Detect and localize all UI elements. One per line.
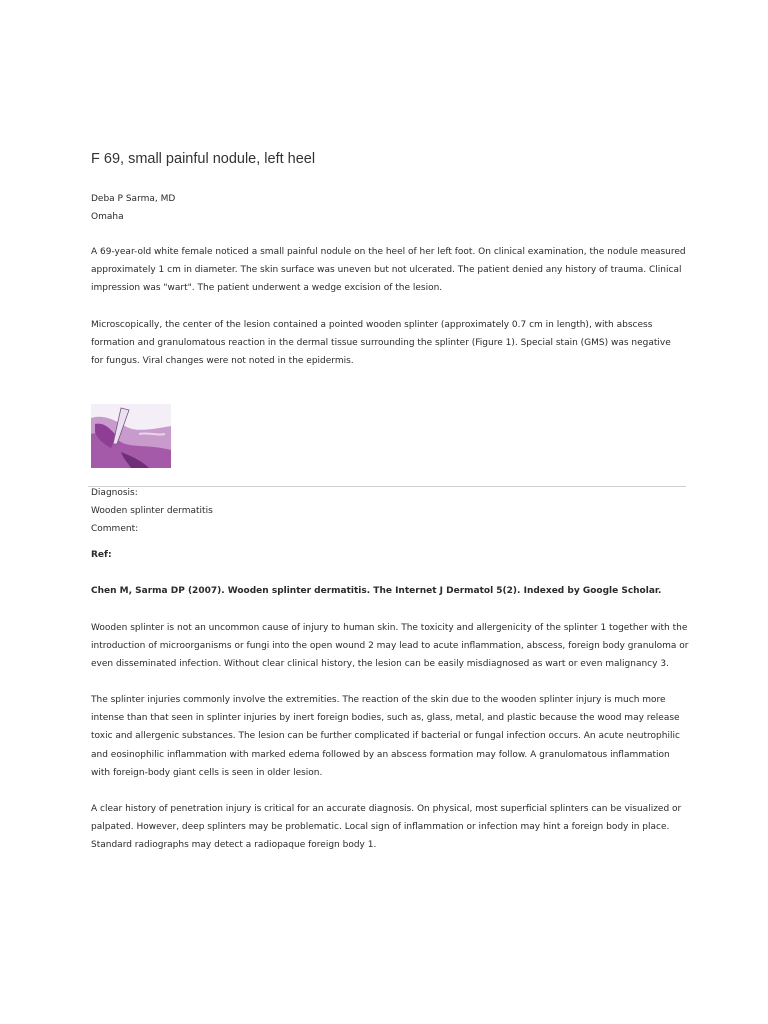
text-line: even disseminated infection. Without clear clinical history, the lesion can be easily misdiagnosed as wart or even malignancy 3. <box>91 659 669 670</box>
text-line: introduction of microorganisms or fungi into the open wound 2 may lead to acute inflammation, abscess, foreign body granuloma or <box>91 641 689 652</box>
discussion-paragraph-2 <box>91 691 691 782</box>
text-line: for fungus. Viral changes were not noted in the epidermis. <box>91 356 354 367</box>
text-line: Wooden splinter is not an uncommon cause of injury to human skin. The toxicity and allergenicity of the splinter 1 together with the <box>91 623 688 633</box>
text-line: and eosinophilic inflammation with marked edema followed by an abscess formation may follow. A granulomatous inflammation <box>91 749 670 760</box>
author-name: Deba P Sarma, MD <box>91 194 176 204</box>
text-line: A clear history of penetration injury is critical for an accurate diagnosis. On physical, most superficial splinters can be visualized or <box>91 804 682 814</box>
discussion-paragraph-1 <box>91 619 691 674</box>
diagnosis-label: Diagnosis: <box>91 488 138 498</box>
text-line: intense than that seen in splinter injuries by inert foreign bodies, such as, glass, metal, and plastic because the wood may release <box>91 713 680 724</box>
histology-figure-thumbnail[interactable] <box>91 404 171 468</box>
text-line: impression was "wart". The patient underwent a wedge excision of the lesion. <box>91 283 443 294</box>
text-line: palpated. However, deep splinters may be problematic. Local sign of inflammation or infection may hint a foreign body in place. <box>91 822 670 833</box>
page-title: F 69, small painful nodule, left heel <box>91 151 316 167</box>
text-line: formation and granulomatous reaction in the dermal tissue surrounding the splinter (Figure 1). Special stain (GMS) was negative <box>91 338 671 349</box>
microscopy-paragraph <box>91 316 691 371</box>
author-location: Omaha <box>91 212 124 222</box>
reference-label: Ref: <box>91 550 112 560</box>
text-line: Standard radiographs may detect a radiopaque foreign body 1. <box>91 840 377 851</box>
text-line: Microscopically, the center of the lesion contained a pointed wooden splinter (approximately 0.7 cm in length), with abscess <box>91 320 653 330</box>
discussion-paragraph-3 <box>91 800 691 855</box>
comment-label: Comment: <box>91 524 139 534</box>
tissue-streak <box>139 433 165 434</box>
section-divider <box>88 486 686 487</box>
text-line: with foreign-body giant cells is seen in older lesion. <box>91 767 323 778</box>
reference-citation: Chen M, Sarma DP (2007). Wooden splinter dermatitis. The Internet J Dermatol 5(2). Indexed by Google Scholar. <box>91 586 662 596</box>
text-line: The splinter injuries commonly involve the extremities. The reaction of the skin due to the wooden splinter injury is much more <box>91 695 666 705</box>
diagnosis-value: Wooden splinter dermatitis <box>91 506 213 516</box>
case-history-paragraph <box>91 243 691 298</box>
text-line: A 69-year-old white female noticed a small painful nodule on the heel of her left foot. On clinical examination, the nodule measured <box>91 247 686 257</box>
text-line: toxic and allergenic substances. The lesion can be further complicated if bacterial or fungal infection occurs. An acute neutrophilic <box>91 731 680 742</box>
text-line: approximately 1 cm in diameter. The skin surface was uneven but not ulcerated. The patient denied any history of trauma. Clinical <box>91 265 682 276</box>
